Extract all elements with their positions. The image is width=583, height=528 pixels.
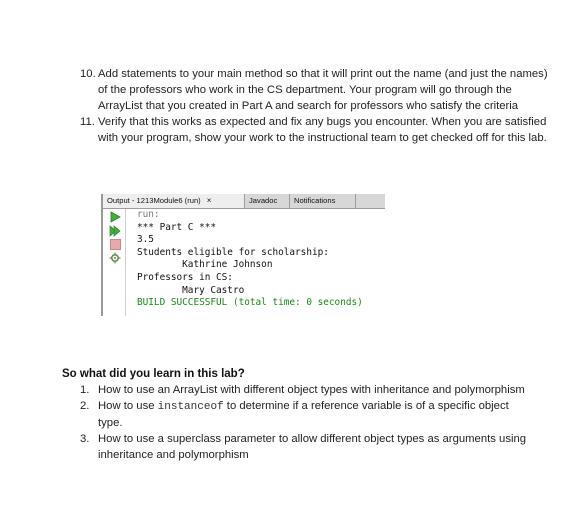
tab-output[interactable] — [103, 194, 245, 208]
tab-notifications[interactable]: Notifications — [290, 194, 356, 208]
item-number: 2. — [80, 400, 90, 412]
learned-item — [80, 398, 530, 431]
item-text: How to use an ArrayList with different object types with inheritance and polymorphism — [98, 384, 525, 396]
learned-item — [80, 382, 530, 398]
item-text: How to use a superclass parameter to allow different object types as arguments using inheritance and polymorphism — [98, 433, 527, 461]
console-line: 3.5 — [137, 234, 154, 246]
ide-output-panel — [101, 194, 385, 316]
item-number: 11. — [80, 116, 95, 128]
stop-icon[interactable] — [110, 239, 121, 250]
learned-item — [80, 431, 530, 463]
item-number: 1. — [80, 384, 90, 396]
section-heading: So what did you learn in this lab? — [62, 368, 245, 380]
settings-icon[interactable] — [109, 252, 121, 264]
instruction-item — [80, 114, 550, 146]
item-text: Verify that this works as expected and fix any bugs you encounter. When you are satisfied with your program, show your work to the instructional team to get checked off for this lab. — [98, 116, 547, 144]
item-text: Add statements to your main method so that it will print out the name (and just the names) of the professors who work in the CS department. Your program will go through the ArrayList that you created in Part A and search for professors who satisfy the criteria — [98, 68, 548, 112]
instruction-item — [80, 66, 550, 114]
ide-tab-bar — [103, 194, 385, 209]
learned-list — [80, 382, 530, 463]
console-line: Students eligible for scholarship: — [137, 246, 329, 258]
console-line: Kathrine Johnson — [137, 259, 273, 271]
run-icon[interactable] — [109, 211, 121, 223]
item-number: 10. — [80, 68, 96, 80]
console-line: *** Part C *** — [137, 221, 217, 233]
console-output — [137, 209, 383, 310]
tab-javadoc[interactable]: Javadoc — [245, 194, 290, 208]
output-toolbar — [103, 209, 126, 316]
console-line: Mary Castro — [137, 284, 245, 296]
build-status: BUILD SUCCESSFUL (total time: 0 seconds) — [137, 297, 363, 309]
instruction-list — [80, 66, 550, 146]
item-text-before: How to use — [98, 400, 158, 412]
tab-output-label: Output - 1213Module6 (run) — [107, 196, 201, 205]
item-text-after: to determine if a reference variable is of a specific object type. — [98, 400, 509, 429]
item-number: 3. — [80, 433, 90, 445]
console-line: Professors in CS: — [137, 271, 233, 283]
inline-code: instanceof — [157, 401, 224, 413]
rerun-icon[interactable] — [109, 225, 121, 237]
console-line: run: — [137, 209, 160, 220]
close-icon[interactable]: × — [206, 196, 212, 205]
